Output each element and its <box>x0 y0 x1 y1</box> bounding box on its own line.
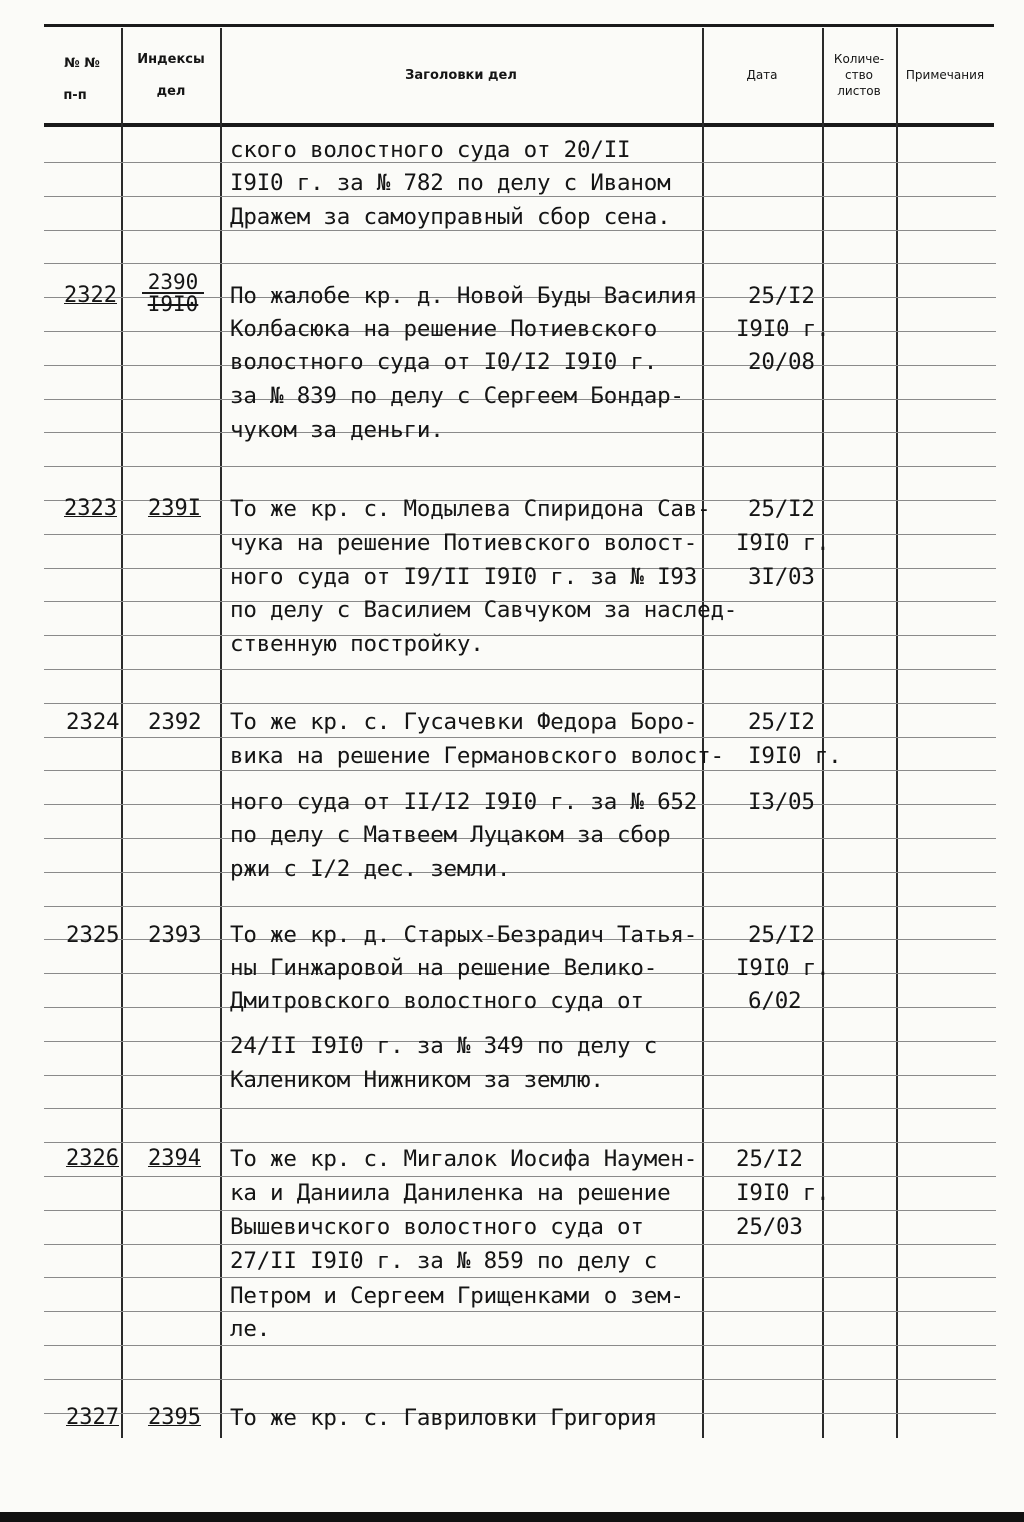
header-count-3: листов <box>837 84 881 98</box>
entry-title-line: по делу с Матвеем Луцаком за сбор <box>230 822 671 848</box>
entry-index: 2395 <box>148 1405 201 1430</box>
entry-date-line: 20/08 <box>748 349 815 375</box>
ruled-line <box>44 1210 996 1211</box>
entry-title-line: чуком за деньги. <box>230 417 444 443</box>
entry-index-numerator: 2390 <box>147 270 199 294</box>
entry-date-line: I9I0 г. <box>736 530 830 556</box>
col-divider-count <box>896 28 898 1438</box>
entry-index: 2394 <box>148 1146 201 1171</box>
entry-date-line: 25/I2 <box>748 496 815 522</box>
entry-title-line: за № 839 по делу с Сергеем Бондар- <box>230 383 684 409</box>
ruled-line <box>44 1244 996 1245</box>
header-title: Заголовки дел <box>405 68 517 83</box>
entry-date-line: I9I0 г. <box>736 316 830 342</box>
header-bottom-rule <box>44 123 994 127</box>
entry-index-denominator: I9I0 <box>147 291 199 316</box>
entry-title-line: То же кр. д. Старых-Безрадич Татья- <box>230 922 698 948</box>
ruled-line <box>44 635 996 636</box>
ruled-line <box>44 906 996 907</box>
continuation-line-3: Дражем за самоуправный сбор сена. <box>230 204 671 230</box>
entry-index-fraction <box>138 270 208 316</box>
ruled-line <box>44 1142 996 1143</box>
ruled-line <box>44 770 996 771</box>
continuation-line-1: ского волостного суда от 20/II <box>230 137 631 163</box>
ruled-line <box>44 737 996 738</box>
header-num-top: № № <box>64 56 100 71</box>
entry-title-line: Колбасюка на решение Потиевского <box>230 316 658 342</box>
entry-date-line: 25/I2 <box>748 709 815 735</box>
header-date: Дата <box>746 68 778 82</box>
entry-date-line: 25/I2 <box>736 1146 803 1172</box>
header-num-bottom: п-п <box>63 88 87 103</box>
entry-title-line: ного суда от I9/II I9I0 г. за № I93 <box>230 564 698 590</box>
entry-title-line: По жалобе кр. д. Новой Буды Василия <box>230 283 698 309</box>
entry-date-line: 25/I2 <box>748 283 815 309</box>
col-divider-index <box>220 28 222 1438</box>
entry-date-line: I9I0 г. <box>736 955 830 981</box>
header-notes: Примечания <box>905 68 985 82</box>
entry-title-line: ле. <box>230 1316 271 1342</box>
entry-title-line: вика на решение Германовского волост- <box>230 743 724 769</box>
col-divider-title <box>702 28 704 1438</box>
entry-date-line: 25/I2 <box>748 922 815 948</box>
ruled-line <box>44 263 996 264</box>
entry-title-line: Петром и Сергеем Грищенками о зем- <box>230 1283 684 1309</box>
ruled-line <box>44 432 996 433</box>
entry-title-line: ного суда от II/I2 I9I0 г. за № 652 <box>230 789 698 815</box>
ruled-line <box>44 196 996 197</box>
header-top-rule <box>44 24 994 27</box>
col-divider-num <box>121 28 123 1438</box>
header-count-2: ство <box>844 68 873 82</box>
ruled-line <box>44 1379 996 1380</box>
col-divider-date <box>822 28 824 1438</box>
entry-number: 2322 <box>64 283 117 308</box>
entry-title-line: Калеником Нижником за землю. <box>230 1067 604 1093</box>
entry-number: 2323 <box>64 496 117 521</box>
ruled-line <box>44 703 996 704</box>
entry-title-line: ственную постройку. <box>230 631 484 657</box>
entry-date-line: I3/05 <box>748 789 815 815</box>
entry-title-line: ны Гинжаровой на решение Велико- <box>230 955 658 981</box>
entry-title-line: Дмитровского волостного суда от <box>230 988 644 1014</box>
entry-date-line: 25/03 <box>736 1214 803 1240</box>
entry-date-line: I9I0 г. <box>736 1180 830 1206</box>
entry-date-line: 3I/03 <box>748 564 815 590</box>
entry-date-line: I9I0 г. <box>748 743 842 769</box>
header-index-top: Индексы <box>137 52 205 67</box>
entry-date-line: 6/02 <box>748 988 802 1014</box>
entry-number: 2325 <box>66 922 120 948</box>
entry-index: 239I <box>148 496 201 521</box>
entry-title-line: То же кр. с. Мигалок Иосифа Наумен- <box>230 1146 698 1172</box>
entry-number: 2326 <box>66 1146 119 1171</box>
entry-index: 2392 <box>148 709 202 735</box>
ruled-line <box>44 669 996 670</box>
entry-title-line: чука на решение Потиевского волост- <box>230 530 698 556</box>
entry-title-line: То же кр. с. Гусачевки Федора Боро- <box>230 709 698 735</box>
ruled-line <box>44 466 996 467</box>
ruled-line <box>44 1277 996 1278</box>
entry-title-line: 27/II I9I0 г. за № 859 по делу с <box>230 1248 658 1274</box>
entry-title-line: ржи с I/2 дес. земли. <box>230 856 511 882</box>
entry-title-line: То же кр. с. Модылева Спиридона Сав- <box>230 496 711 522</box>
continuation-line-2: I9I0 г. за № 782 по делу с Иваном <box>230 170 671 196</box>
entry-title-line: волостного суда от I0/I2 I9I0 г. <box>230 349 658 375</box>
entry-title-line: по делу с Василием Савчуком за наслед- <box>230 597 738 623</box>
scan-bottom-edge <box>0 1512 1024 1522</box>
ruled-line <box>44 230 996 231</box>
entry-title-line: Вышевичского волостного суда от <box>230 1214 644 1240</box>
entry-title-line: 24/II I9I0 г. за № 349 по делу с <box>230 1033 658 1059</box>
ruled-line <box>44 1311 996 1312</box>
ruled-line <box>44 1345 996 1346</box>
ruled-line <box>44 1176 996 1177</box>
ruled-line <box>44 872 996 873</box>
ruled-line <box>44 1108 996 1109</box>
entry-number: 2327 <box>66 1405 119 1430</box>
entry-number: 2324 <box>66 709 120 735</box>
header-index-bottom: дел <box>156 84 186 99</box>
header-count-1: Количе- <box>833 52 885 66</box>
entry-title-line: ка и Даниила Даниленка на решение <box>230 1180 671 1206</box>
entry-index: 2393 <box>148 922 202 948</box>
entry-title-line: То же кр. с. Гавриловки Григория <box>230 1405 658 1431</box>
